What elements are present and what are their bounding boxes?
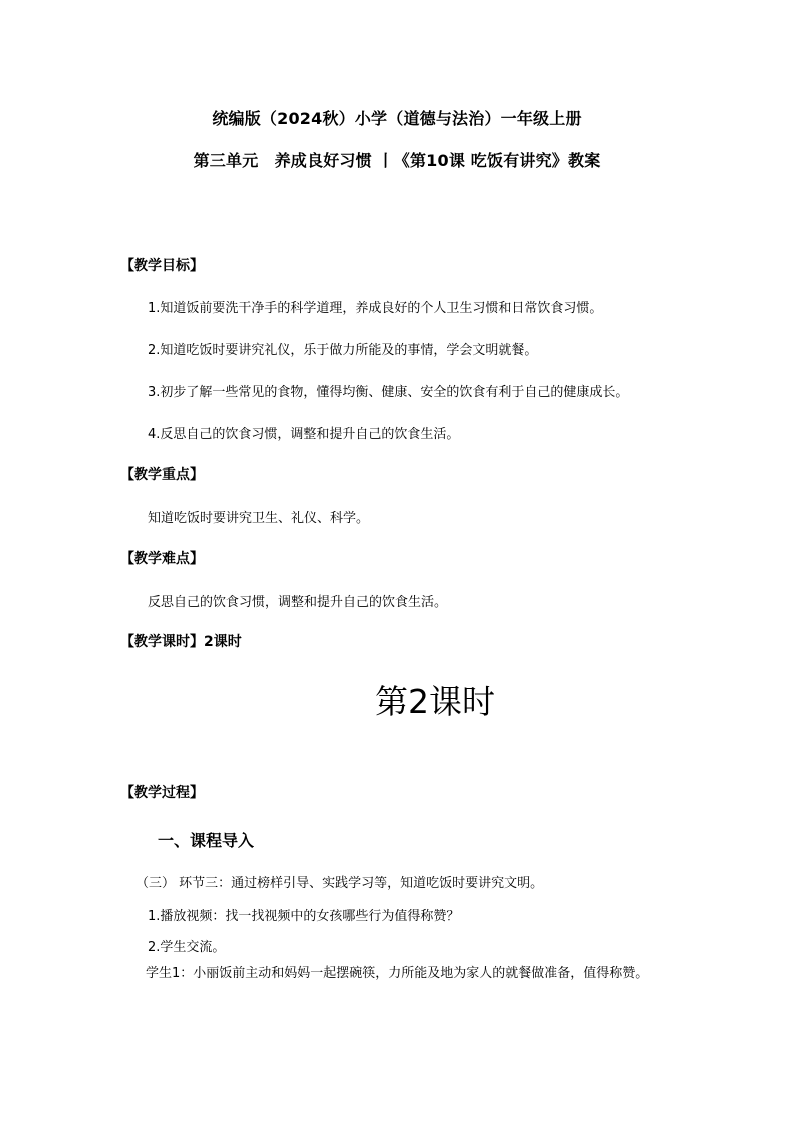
section-intro-title: 一、课程导入 (158, 831, 255, 850)
document-title-line2: 第三单元 养成良好习惯 丨《第10课 吃饭有讲究》教案 (193, 151, 601, 170)
student-1-response: 学生1：小丽饭前主动和妈妈一起摆碗筷，力所能及地为家人的就餐做准备，值得称赞。 (146, 966, 649, 981)
objective-item-1: 1.知道饭前要洗干净手的科学道理，养成良好的个人卫生习惯和日常饮食习惯。 (148, 301, 603, 316)
objective-item-3: 3.初步了解一些常见的食物，懂得均衡、健康、安全的饮食有利于自己的健康成长。 (148, 385, 629, 400)
process-item-1: 1.播放视频：找一找视频中的女孩哪些行为值得称赞？ (148, 909, 460, 924)
objective-item-4: 4.反思自己的饮食习惯，调整和提升自己的饮食生活。 (148, 427, 460, 442)
process-heading: 【教学过程】 (120, 785, 204, 801)
process-item-2: 2.学生交流。 (148, 940, 226, 955)
difficulties-text: 反思自己的饮食习惯，调整和提升自己的饮食生活。 (148, 595, 448, 610)
key-points-heading: 【教学重点】 (120, 467, 204, 483)
objectives-heading: 【教学目标】 (120, 258, 204, 274)
lesson-title: 第2课时 (375, 682, 495, 721)
key-points-text: 知道吃饭时要讲究卫生、礼仪、科学。 (148, 511, 370, 526)
objective-item-2: 2.知道吃饭时要讲究礼仪，乐于做力所能及的事情，学会文明就餐。 (148, 343, 538, 358)
difficulties-heading: 【教学难点】 (120, 551, 204, 567)
step-three-text: （三） 环节三：通过榜样引导、实践学习等，知道吃饭时要讲究文明。 (136, 876, 544, 891)
hours-heading: 【教学课时】2课时 (120, 634, 242, 650)
document-title-line1: 统编版（2024秋）小学（道德与法治）一年级上册 (212, 109, 582, 128)
